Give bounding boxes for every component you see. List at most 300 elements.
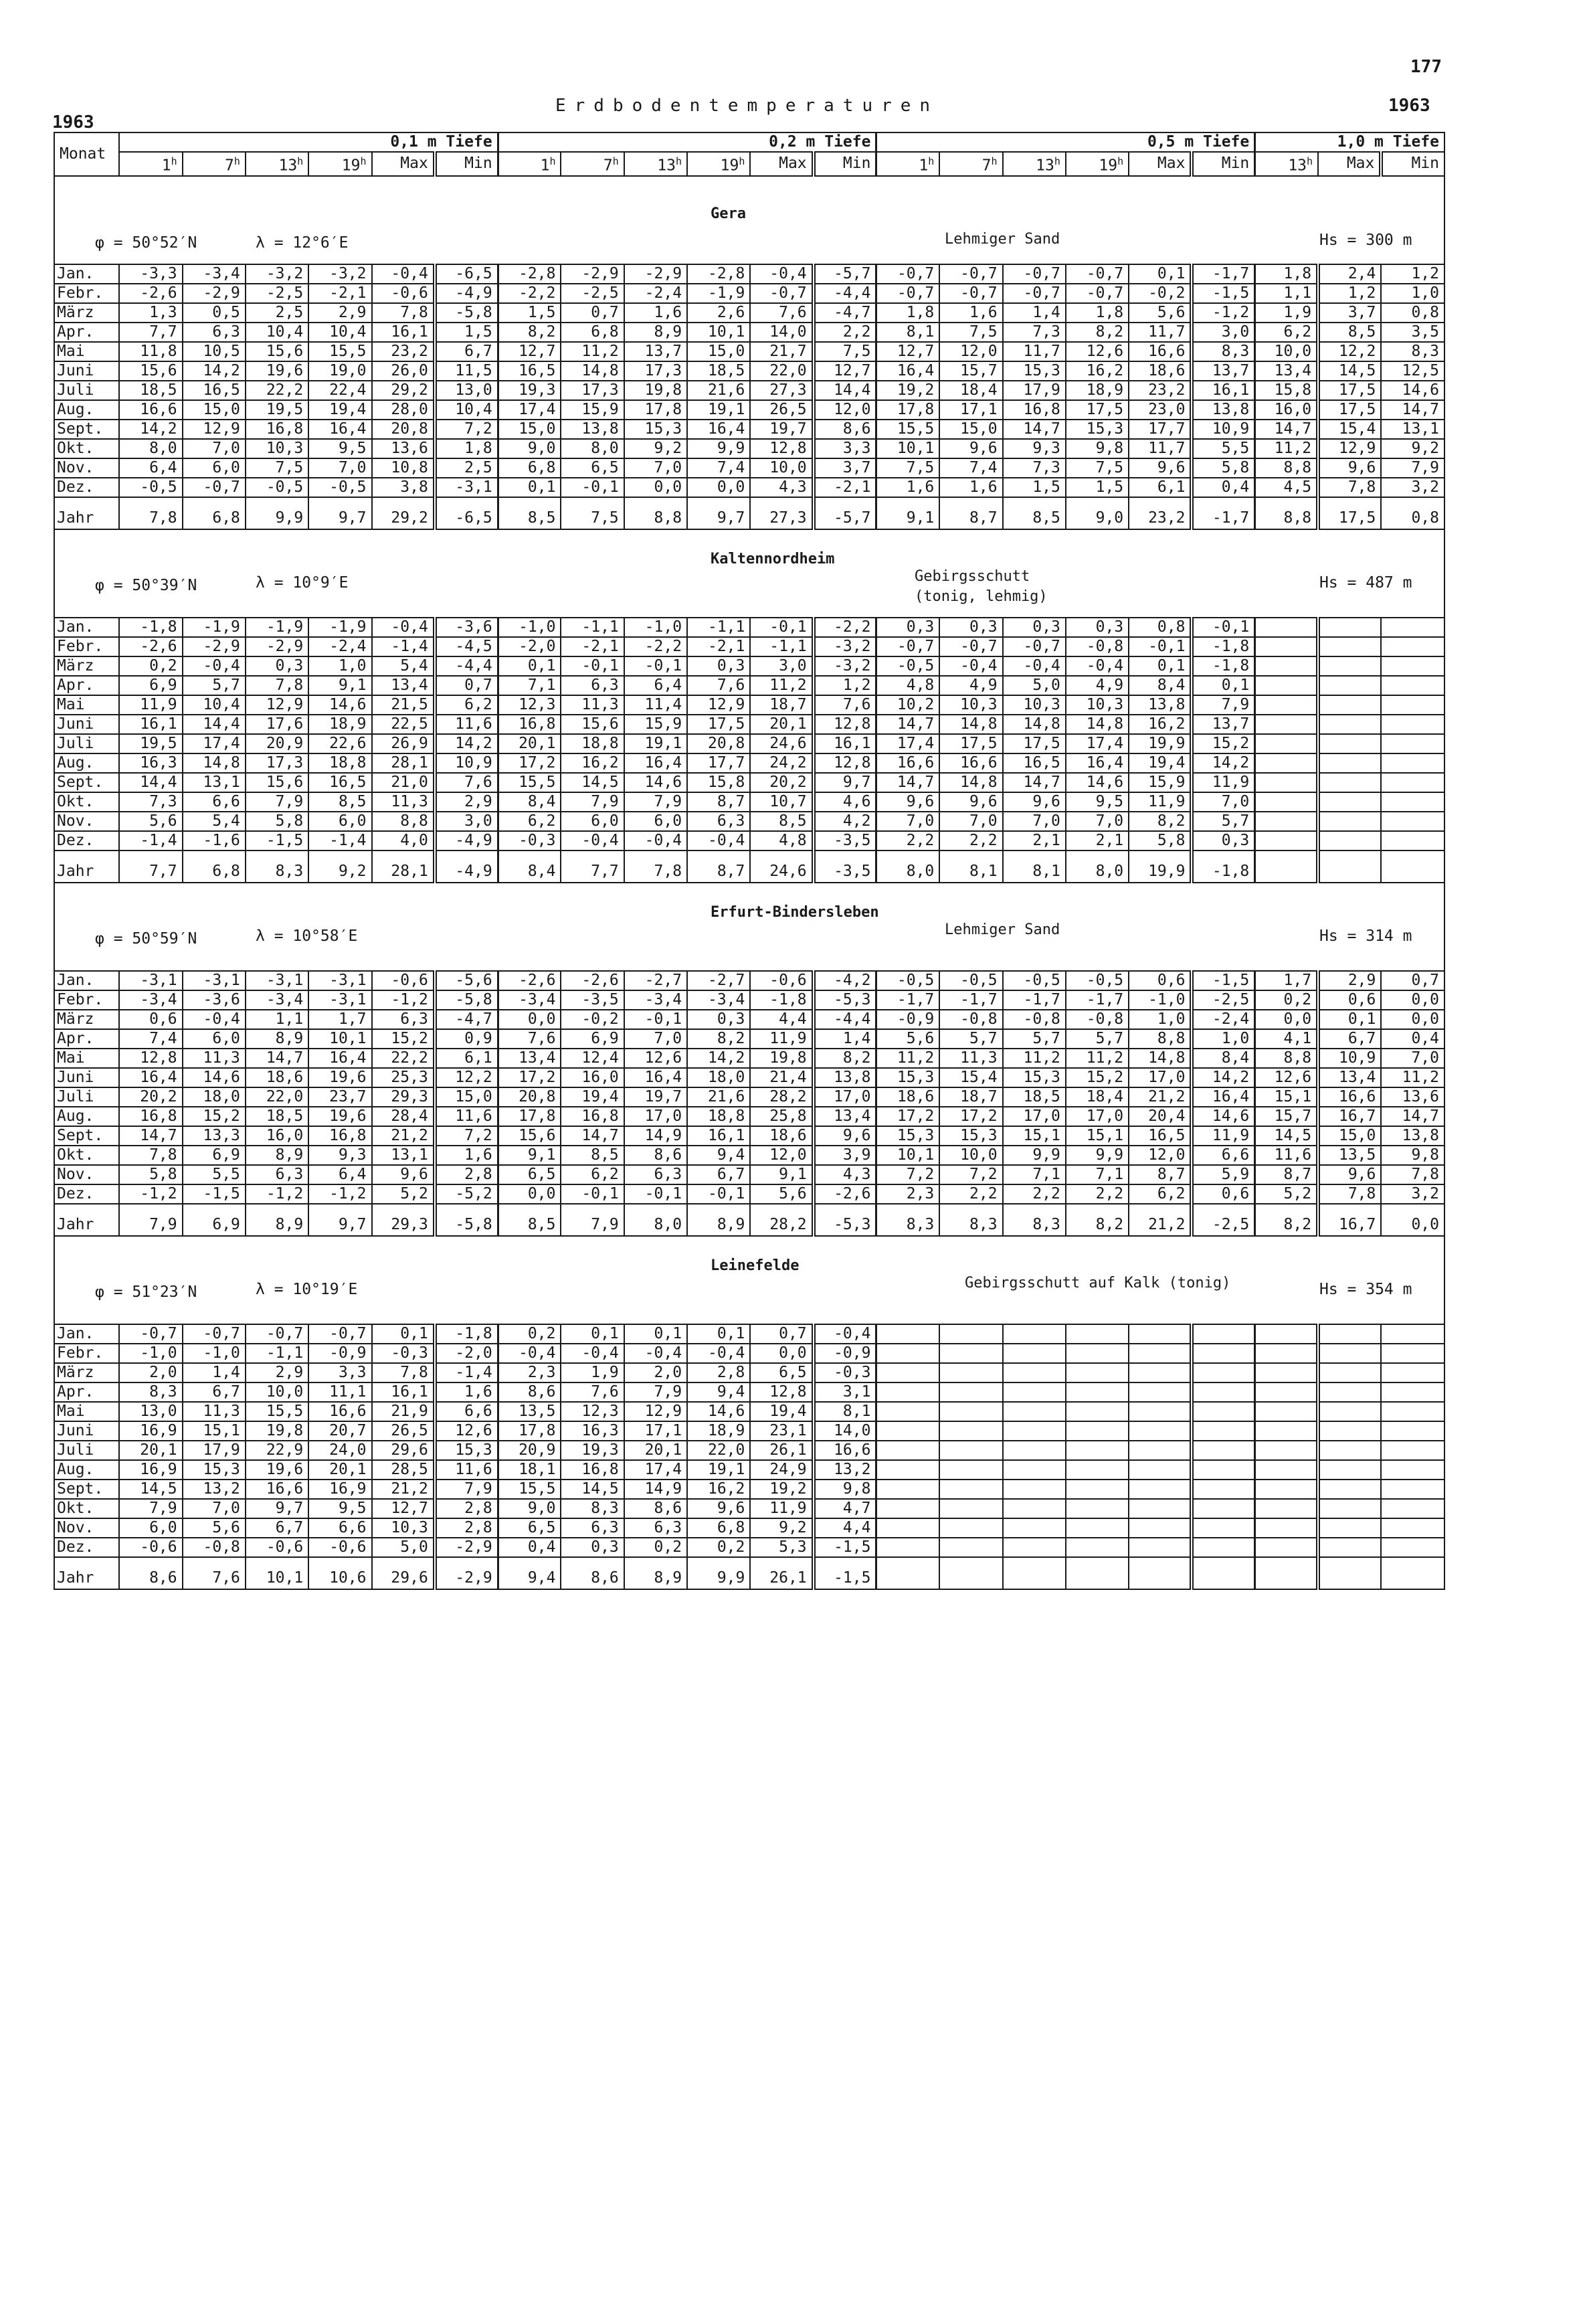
- value-cell: [876, 1460, 939, 1480]
- value-cell: -2,9: [246, 637, 308, 656]
- month-row: [54, 323, 1444, 342]
- value-cell: 22,4: [308, 381, 371, 400]
- value-cell: [939, 1363, 1002, 1382]
- value-cell: -0,6: [119, 1538, 182, 1557]
- year-value: 6,8: [183, 497, 246, 529]
- value-cell: 4,3: [750, 478, 813, 497]
- value-cell: 17,2: [498, 753, 561, 773]
- value-cell: 24,2: [750, 753, 813, 773]
- value-cell: 11,9: [1129, 792, 1192, 812]
- value-cell: 8,2: [1129, 812, 1192, 831]
- value-cell: [1066, 1518, 1129, 1538]
- value-cell: 0,6: [1192, 1184, 1254, 1204]
- value-cell: 15,2: [1066, 1068, 1129, 1087]
- value-cell: 12,8: [814, 753, 876, 773]
- month-row: [54, 1165, 1444, 1184]
- hour-suffix: h: [297, 155, 304, 167]
- value-cell: 13,8: [1381, 1126, 1444, 1146]
- year-value: 8,9: [624, 1557, 687, 1589]
- header-monat: Monat: [54, 132, 119, 176]
- value-cell: 17,5: [1066, 400, 1129, 420]
- value-cell: 20,1: [308, 1460, 371, 1480]
- value-cell: [1381, 1518, 1444, 1538]
- month-row: [54, 1538, 1444, 1557]
- value-cell: [1318, 1480, 1381, 1499]
- value-cell: 22,2: [246, 381, 308, 400]
- value-cell: 0,7: [561, 303, 624, 323]
- value-cell: 6,2: [561, 1165, 624, 1184]
- value-cell: -1,1: [687, 618, 750, 637]
- year-row: [54, 1557, 1444, 1589]
- value-cell: 8,3: [561, 1499, 624, 1518]
- value-cell: 1,6: [939, 303, 1002, 323]
- value-cell: 10,3: [1003, 695, 1066, 715]
- station-box: [55, 530, 1444, 617]
- header-depth-1: 0,1 m Tiefe: [119, 132, 498, 152]
- value-cell: [1381, 812, 1444, 831]
- year-value: -3,5: [814, 851, 876, 883]
- value-cell: 26,5: [750, 400, 813, 420]
- value-cell: 13,4: [1318, 1068, 1381, 1087]
- value-cell: 3,3: [814, 439, 876, 458]
- value-cell: 6,0: [119, 1518, 182, 1538]
- value-cell: 18,6: [246, 1068, 308, 1087]
- value-cell: 0,2: [119, 656, 182, 676]
- value-cell: 0,1: [561, 1324, 624, 1344]
- year-value: 8,9: [246, 1204, 308, 1236]
- value-cell: 17,7: [687, 753, 750, 773]
- value-cell: 0,2: [498, 1324, 561, 1344]
- value-cell: [1129, 1363, 1192, 1382]
- month-row: [54, 990, 1444, 1010]
- value-cell: -0,4: [814, 1324, 876, 1344]
- value-cell: 15,7: [1255, 1107, 1318, 1126]
- value-cell: 10,3: [1066, 695, 1129, 715]
- station-box: [55, 883, 1444, 970]
- month-label: Juni: [54, 361, 119, 381]
- value-cell: 12,6: [1255, 1068, 1318, 1087]
- value-cell: [1192, 1344, 1254, 1363]
- header-depth-2: 0,2 m Tiefe: [498, 132, 876, 152]
- value-cell: 6,5: [750, 1363, 813, 1382]
- value-cell: -1,5: [183, 1184, 246, 1204]
- value-cell: [1129, 1324, 1192, 1344]
- value-cell: 8,9: [246, 1029, 308, 1049]
- value-cell: 5,6: [119, 812, 182, 831]
- value-cell: 9,6: [1318, 1165, 1381, 1184]
- value-cell: 16,8: [1003, 400, 1066, 420]
- value-cell: 6,1: [1129, 478, 1192, 497]
- value-cell: [1381, 695, 1444, 715]
- value-cell: -2,1: [308, 284, 371, 303]
- value-cell: 0,6: [119, 1010, 182, 1029]
- header-min: Min: [1381, 152, 1444, 176]
- value-cell: -0,5: [119, 478, 182, 497]
- value-cell: -5,2: [435, 1184, 498, 1204]
- station-height: Hs = 487 m: [1319, 573, 1412, 592]
- value-cell: -3,6: [435, 618, 498, 637]
- value-cell: 13,0: [119, 1402, 182, 1421]
- value-cell: 2,5: [246, 303, 308, 323]
- value-cell: 8,6: [624, 1146, 687, 1165]
- value-cell: 17,5: [1318, 400, 1381, 420]
- value-cell: 19,6: [308, 1107, 371, 1126]
- value-cell: [1381, 618, 1444, 637]
- value-cell: 11,2: [1003, 1049, 1066, 1068]
- value-cell: 14,6: [183, 1068, 246, 1087]
- value-cell: 11,8: [119, 342, 182, 361]
- value-cell: [1318, 656, 1381, 676]
- year-value: 8,5: [498, 1204, 561, 1236]
- value-cell: 7,2: [876, 1165, 939, 1184]
- year-value: 8,7: [939, 497, 1002, 529]
- value-cell: 1,6: [876, 478, 939, 497]
- value-cell: 9,6: [939, 439, 1002, 458]
- value-cell: [1381, 1499, 1444, 1518]
- value-cell: -5,3: [814, 990, 876, 1010]
- value-cell: 10,2: [876, 695, 939, 715]
- value-cell: 6,5: [561, 458, 624, 478]
- value-cell: 6,8: [687, 1518, 750, 1538]
- value-cell: -1,1: [246, 1344, 308, 1363]
- value-cell: -0,7: [1066, 284, 1129, 303]
- value-cell: 13,1: [183, 773, 246, 792]
- value-cell: 3,5: [1381, 323, 1444, 342]
- value-cell: 16,1: [1192, 381, 1254, 400]
- value-cell: 2,6: [687, 303, 750, 323]
- value-cell: 16,9: [119, 1460, 182, 1480]
- value-cell: 1,7: [308, 1010, 371, 1029]
- value-cell: 18,4: [1066, 1087, 1129, 1107]
- value-cell: -1,2: [308, 1184, 371, 1204]
- year-value: 7,8: [624, 851, 687, 883]
- value-cell: -2,7: [624, 971, 687, 990]
- value-cell: 1,6: [435, 1382, 498, 1402]
- month-row: [54, 1402, 1444, 1421]
- station-name: Erfurt-Bindersleben: [711, 903, 879, 921]
- value-cell: 16,1: [372, 323, 435, 342]
- value-cell: 12,2: [1318, 342, 1381, 361]
- value-cell: -1,4: [435, 1363, 498, 1382]
- value-cell: [876, 1324, 939, 1344]
- value-cell: -1,4: [372, 637, 435, 656]
- value-cell: [1255, 734, 1318, 753]
- value-cell: 16,4: [876, 361, 939, 381]
- value-cell: 8,7: [687, 792, 750, 812]
- header-hour: 13$^h$: [624, 152, 687, 176]
- value-cell: 17,3: [561, 381, 624, 400]
- year-value: 9,7: [687, 497, 750, 529]
- value-cell: 11,3: [939, 1049, 1002, 1068]
- value-cell: 22,0: [750, 361, 813, 381]
- value-cell: 0,3: [1192, 831, 1254, 851]
- value-cell: 8,7: [1255, 1165, 1318, 1184]
- value-cell: 6,3: [372, 1010, 435, 1029]
- value-cell: 7,9: [435, 1480, 498, 1499]
- month-label: Febr.: [54, 1344, 119, 1363]
- value-cell: 1,2: [814, 676, 876, 695]
- value-cell: 15,9: [1129, 773, 1192, 792]
- value-cell: 14,6: [1381, 381, 1444, 400]
- value-cell: [1066, 1421, 1129, 1441]
- year-value: 8,2: [1255, 1204, 1318, 1236]
- value-cell: 18,7: [939, 1087, 1002, 1107]
- value-cell: [1318, 637, 1381, 656]
- value-cell: 16,4: [308, 1049, 371, 1068]
- year-value: 7,7: [119, 851, 182, 883]
- year-value: 8,3: [939, 1204, 1002, 1236]
- month-row: [54, 1499, 1444, 1518]
- year-value: 8,6: [119, 1557, 182, 1589]
- value-cell: 1,0: [1129, 1010, 1192, 1029]
- value-cell: 17,4: [1066, 734, 1129, 753]
- value-cell: 20,8: [372, 420, 435, 439]
- value-cell: -2,0: [498, 637, 561, 656]
- value-cell: 2,8: [687, 1363, 750, 1382]
- value-cell: 16,0: [1255, 400, 1318, 420]
- value-cell: 25,3: [372, 1068, 435, 1087]
- value-cell: 0,7: [435, 676, 498, 695]
- value-cell: 11,9: [750, 1029, 813, 1049]
- year-value: 9,7: [308, 497, 371, 529]
- value-cell: [1129, 1421, 1192, 1441]
- value-cell: 1,5: [1066, 478, 1129, 497]
- value-cell: 0,3: [561, 1538, 624, 1557]
- value-cell: 5,6: [1129, 303, 1192, 323]
- value-cell: [939, 1324, 1002, 1344]
- value-cell: [939, 1538, 1002, 1557]
- value-cell: [1318, 695, 1381, 715]
- value-cell: 8,4: [1192, 1049, 1254, 1068]
- value-cell: 15,3: [435, 1441, 498, 1460]
- value-cell: 7,6: [498, 1029, 561, 1049]
- value-cell: 6,5: [498, 1165, 561, 1184]
- value-cell: -2,6: [498, 971, 561, 990]
- value-cell: 5,8: [246, 812, 308, 831]
- value-cell: -0,4: [624, 831, 687, 851]
- value-cell: 5,6: [183, 1518, 246, 1538]
- value-cell: 13,4: [498, 1049, 561, 1068]
- value-cell: [1318, 715, 1381, 734]
- value-cell: 4,4: [814, 1518, 876, 1538]
- value-cell: 16,1: [814, 734, 876, 753]
- value-cell: 6,3: [687, 812, 750, 831]
- value-cell: 17,8: [498, 1421, 561, 1441]
- value-cell: 7,6: [561, 1382, 624, 1402]
- value-cell: 18,8: [687, 1107, 750, 1126]
- value-cell: 14,5: [119, 1480, 182, 1499]
- value-cell: 20,2: [750, 773, 813, 792]
- year-value: 7,7: [561, 851, 624, 883]
- value-cell: -0,3: [814, 1363, 876, 1382]
- value-cell: -0,8: [1003, 1010, 1066, 1029]
- value-cell: 17,3: [246, 753, 308, 773]
- value-cell: [939, 1518, 1002, 1538]
- value-cell: 13,7: [1192, 361, 1254, 381]
- value-cell: -0,7: [876, 264, 939, 284]
- value-cell: 14,2: [687, 1049, 750, 1068]
- value-cell: 12,6: [435, 1421, 498, 1441]
- value-cell: 15,9: [561, 400, 624, 420]
- month-row: [54, 1068, 1444, 1087]
- value-cell: 13,7: [624, 342, 687, 361]
- value-cell: 14,7: [246, 1049, 308, 1068]
- value-cell: [1318, 676, 1381, 695]
- value-cell: -1,5: [246, 831, 308, 851]
- value-cell: 15,1: [183, 1421, 246, 1441]
- value-cell: 8,4: [498, 792, 561, 812]
- year-left: 1963: [52, 112, 94, 132]
- value-cell: 7,0: [183, 1499, 246, 1518]
- year-value: 9,7: [308, 1204, 371, 1236]
- header-hour: 7$^h$: [183, 152, 246, 176]
- station-info: [54, 529, 1444, 618]
- value-cell: -2,6: [119, 284, 182, 303]
- value-cell: -0,4: [939, 656, 1002, 676]
- value-cell: [1381, 753, 1444, 773]
- value-cell: 3,7: [814, 458, 876, 478]
- value-cell: 11,6: [1255, 1146, 1318, 1165]
- value-cell: 19,4: [750, 1402, 813, 1421]
- value-cell: 8,6: [498, 1382, 561, 1402]
- month-label: Aug.: [54, 1460, 119, 1480]
- value-cell: 6,3: [561, 1518, 624, 1538]
- value-cell: 6,7: [183, 1382, 246, 1402]
- value-cell: 13,2: [814, 1460, 876, 1480]
- value-cell: 8,1: [814, 1402, 876, 1421]
- month-label: Febr.: [54, 637, 119, 656]
- value-cell: 7,6: [750, 303, 813, 323]
- month-label: März: [54, 656, 119, 676]
- value-cell: 5,8: [1129, 831, 1192, 851]
- value-cell: 19,6: [246, 1460, 308, 1480]
- value-cell: 21,6: [687, 381, 750, 400]
- value-cell: 17,3: [624, 361, 687, 381]
- value-cell: 0,3: [246, 656, 308, 676]
- value-cell: 20,8: [498, 1087, 561, 1107]
- month-row: [54, 792, 1444, 812]
- value-cell: [1255, 1344, 1318, 1363]
- value-cell: 8,5: [308, 792, 371, 812]
- value-cell: 10,9: [1192, 420, 1254, 439]
- value-cell: 16,8: [308, 1126, 371, 1146]
- value-cell: 8,8: [1129, 1029, 1192, 1049]
- header-max: Max: [372, 152, 435, 176]
- value-cell: 18,1: [498, 1460, 561, 1480]
- value-cell: [1192, 1441, 1254, 1460]
- value-cell: -1,0: [498, 618, 561, 637]
- value-cell: 5,0: [1003, 676, 1066, 695]
- value-cell: 7,0: [939, 812, 1002, 831]
- value-cell: 6,2: [498, 812, 561, 831]
- value-cell: 3,0: [750, 656, 813, 676]
- value-cell: 10,4: [435, 400, 498, 420]
- value-cell: 8,3: [119, 1382, 182, 1402]
- hour-suffix: h: [612, 155, 619, 167]
- header-depth-4: 1,0 m Tiefe: [1255, 132, 1444, 152]
- hour-suffix: h: [991, 155, 998, 167]
- value-cell: -3,1: [308, 990, 371, 1010]
- value-cell: 14,7: [1255, 420, 1318, 439]
- value-cell: 6,3: [624, 1165, 687, 1184]
- value-cell: 19,5: [119, 734, 182, 753]
- month-label: Sept.: [54, 1126, 119, 1146]
- value-cell: 0,1: [498, 478, 561, 497]
- value-cell: 7,9: [1381, 458, 1444, 478]
- value-cell: 1,6: [939, 478, 1002, 497]
- value-cell: 14,6: [624, 773, 687, 792]
- value-cell: 11,5: [435, 361, 498, 381]
- value-cell: 9,6: [814, 1126, 876, 1146]
- month-label: Okt.: [54, 439, 119, 458]
- value-cell: 3,7: [1318, 303, 1381, 323]
- value-cell: 20,4: [1129, 1107, 1192, 1126]
- year-value: 21,2: [1129, 1204, 1192, 1236]
- value-cell: 16,1: [687, 1126, 750, 1146]
- value-cell: 14,6: [687, 1402, 750, 1421]
- value-cell: [1255, 1480, 1318, 1499]
- value-cell: 18,5: [246, 1107, 308, 1126]
- value-cell: -2,4: [1192, 1010, 1254, 1029]
- value-cell: 6,4: [308, 1165, 371, 1184]
- station-latitude: φ = 50°52′N: [95, 234, 197, 252]
- station-info: [54, 1236, 1444, 1324]
- value-cell: 4,8: [876, 676, 939, 695]
- value-cell: 11,7: [1129, 323, 1192, 342]
- value-cell: [1003, 1402, 1066, 1421]
- value-cell: 15,6: [119, 361, 182, 381]
- year-value: 26,1: [750, 1557, 813, 1589]
- year-value: [1381, 1557, 1444, 1589]
- month-label: Jan.: [54, 1324, 119, 1344]
- value-cell: 16,6: [1318, 1087, 1381, 1107]
- value-cell: -2,6: [119, 637, 182, 656]
- year-value: [1381, 851, 1444, 883]
- value-cell: 9,1: [750, 1165, 813, 1184]
- month-label: Nov.: [54, 458, 119, 478]
- value-cell: 7,5: [939, 323, 1002, 342]
- value-cell: 9,6: [687, 1499, 750, 1518]
- value-cell: 23,2: [1129, 381, 1192, 400]
- value-cell: 1,1: [246, 1010, 308, 1029]
- value-cell: 9,4: [687, 1382, 750, 1402]
- value-cell: -0,1: [750, 618, 813, 637]
- value-cell: 6,7: [435, 342, 498, 361]
- value-cell: [1129, 1344, 1192, 1363]
- value-cell: 8,3: [1381, 342, 1444, 361]
- header-hour: 1$^h$: [498, 152, 561, 176]
- value-cell: 16,6: [814, 1441, 876, 1460]
- value-cell: 2,2: [876, 831, 939, 851]
- month-label: Okt.: [54, 1146, 119, 1165]
- station-longitude: λ = 10°58′E: [256, 927, 358, 945]
- value-cell: -1,7: [1003, 990, 1066, 1010]
- month-label: Aug.: [54, 753, 119, 773]
- value-cell: 15,3: [876, 1068, 939, 1087]
- value-cell: 13,8: [1192, 400, 1254, 420]
- value-cell: -0,1: [624, 1010, 687, 1029]
- value-cell: -1,9: [183, 618, 246, 637]
- month-row: [54, 1146, 1444, 1165]
- value-cell: 19,4: [561, 1087, 624, 1107]
- value-cell: 12,9: [687, 695, 750, 715]
- value-cell: 7,0: [1192, 792, 1254, 812]
- header-depth-row: [54, 132, 1444, 152]
- value-cell: -0,1: [624, 656, 687, 676]
- month-row: [54, 303, 1444, 323]
- value-cell: -4,2: [814, 971, 876, 990]
- value-cell: -0,1: [1192, 618, 1254, 637]
